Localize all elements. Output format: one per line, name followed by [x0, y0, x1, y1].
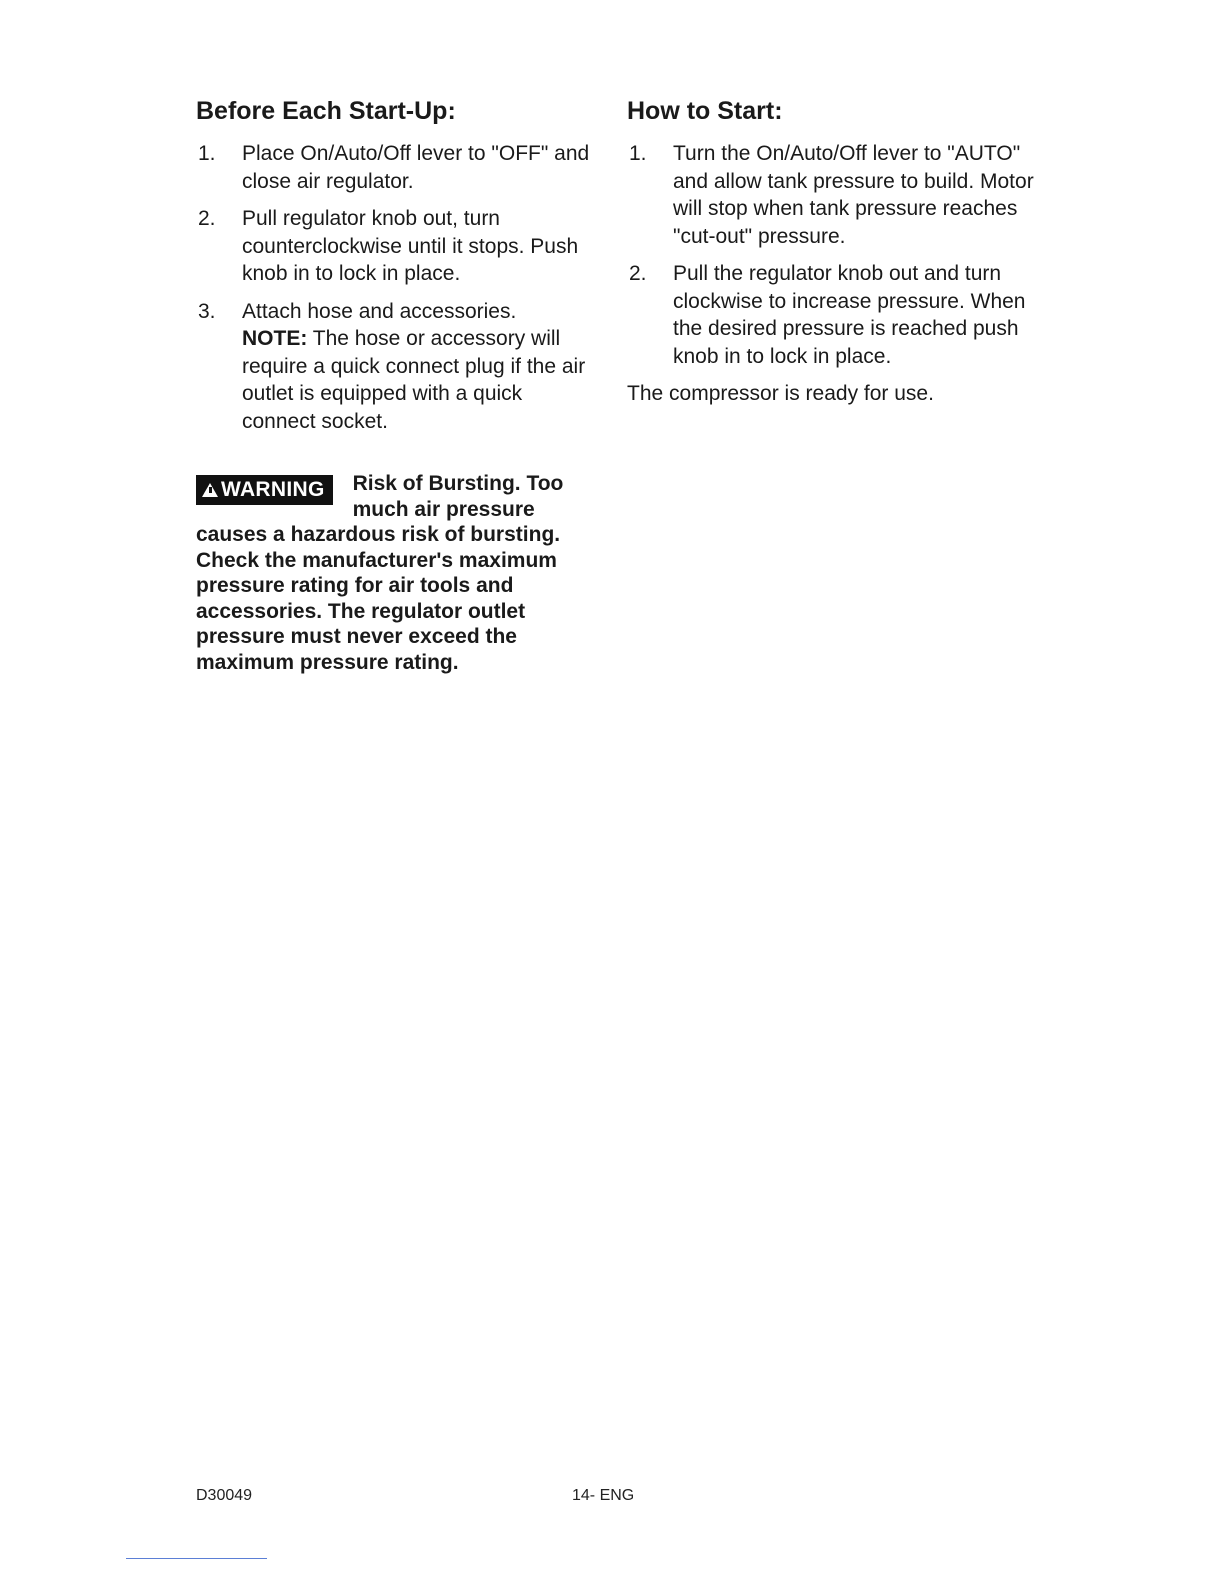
section-heading-how-to-start: How to Start:	[627, 97, 783, 125]
warning-badge	[196, 475, 333, 505]
step-text: Place On/Auto/Off lever to "OFF" and close air regulator.	[242, 142, 590, 193]
how-to-start-steps	[627, 140, 1037, 370]
step-number: 1.	[629, 142, 647, 165]
list-item	[196, 205, 596, 288]
note-text: The hose or accessory will require a quick connect plug if the air outlet is equipped with a quick connect socket.	[242, 327, 586, 433]
step-text: Turn the On/Auto/Off lever to "AUTO" and allow tank pressure to build. Motor will stop when tank pressure reaches "cut-out" pressure.	[673, 142, 1034, 248]
step-number: 1.	[198, 142, 216, 165]
step-text: Attach hose and accessories.	[242, 299, 517, 323]
step-text: Pull regulator knob out, turn counterclockwise until it stops. Push knob in to lock in place.	[242, 207, 579, 285]
step-number: 3.	[198, 299, 216, 323]
closing-text: The compressor is ready for use.	[627, 382, 934, 405]
right-column	[627, 94, 1037, 429]
document-code: D30049	[196, 1487, 253, 1504]
page-number: 14- ENG	[572, 1487, 635, 1504]
note-label: NOTE:	[242, 327, 308, 350]
warning-text: Risk of Bursting. Too much air pressure causes a hazardous risk of bursting. Check the manufacturer's maximum pressure rating for air tools and accessories. The regulator outlet pressure must never exceed the maximum pressure rating.	[196, 472, 564, 674]
step-number: 2.	[198, 207, 216, 230]
bottom-rule	[126, 1558, 267, 1559]
list-item	[196, 298, 596, 436]
section-heading-before-start: Before Each Start-Up:	[196, 97, 456, 125]
warning-block	[196, 471, 596, 675]
list-item	[627, 260, 1037, 370]
warning-badge-label: WARNING	[221, 478, 325, 501]
before-start-steps	[196, 140, 596, 435]
step-number: 2.	[629, 262, 647, 285]
left-column	[196, 94, 596, 675]
warning-triangle-icon	[202, 483, 218, 497]
list-item	[196, 140, 596, 195]
step-text: Pull the regulator knob out and turn clockwise to increase pressure. When the desired pressure is reached push knob in to lock in place.	[673, 262, 1026, 368]
list-item	[627, 140, 1037, 250]
